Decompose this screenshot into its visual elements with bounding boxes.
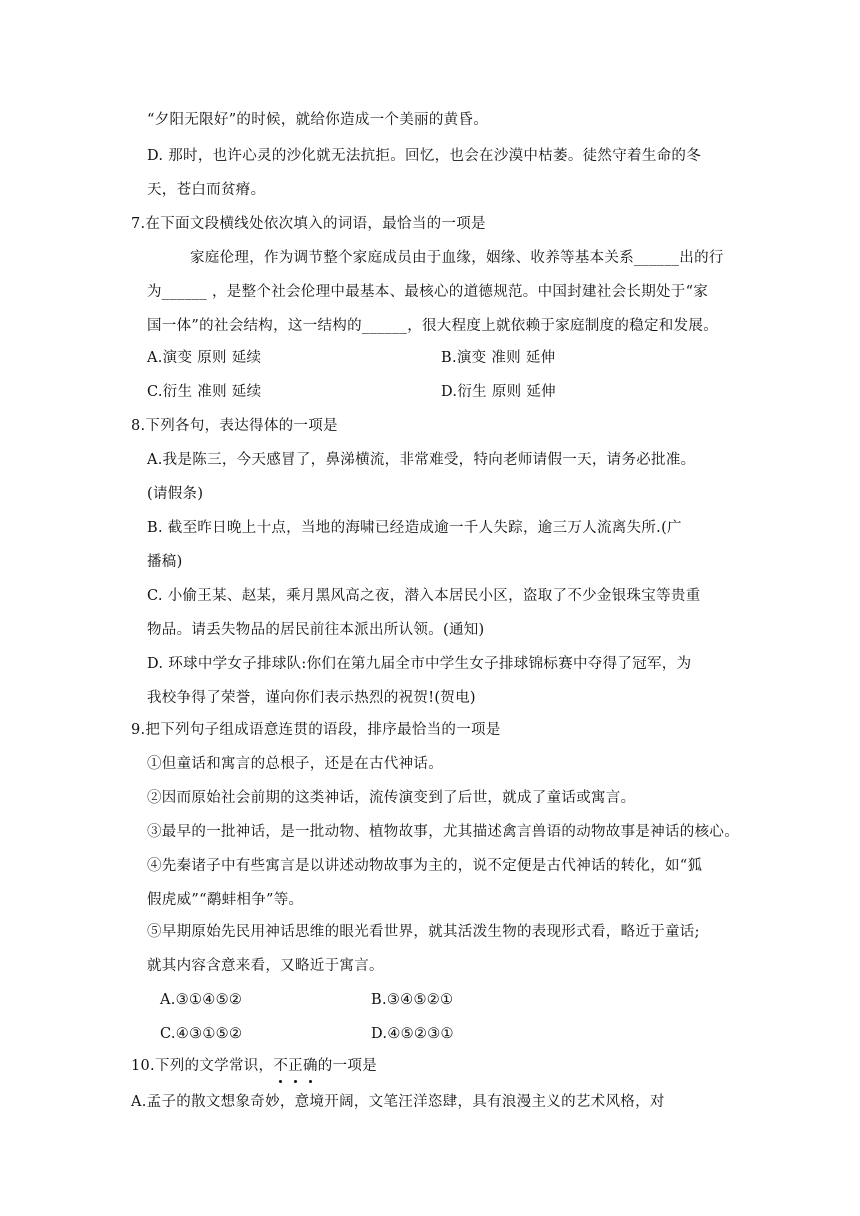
question-8-option-d: D. 环球中学女子排球队:你们在第九届全市中学生女子排球锦标赛中夺得了冠军，为	[147, 656, 692, 672]
question-9-sentence: ①但童话和寓言的总根子，还是在古代神话。	[147, 756, 443, 772]
text-line: 天，苍白而贫瘠。	[147, 182, 266, 198]
question-8-option-c: C. 小偷王某、赵某，乘月黑风高之夜，潜入本居民小区，盗取了不少金银珠宝等贵重	[147, 588, 701, 604]
question-10-option-a: A.孟子的散文想象奇妙，意境开阔，文笔汪洋恣肆，具有浪漫主义的艺术风格，对	[131, 1094, 665, 1110]
question-7-option-c: C.衍生 准则 延续	[147, 384, 262, 400]
question-8-option-c: 物品。请丢失物品的居民前往本派出所认领。(通知)	[147, 622, 485, 638]
question-9-option-b: B.③④⑤②①	[371, 992, 454, 1008]
question-9-sentence: ②因而原始社会前期的这类神话，流传演变到了后世，就成了童话或寓言。	[147, 790, 636, 806]
question-7-stem: 7.在下面文段横线处依次填入的词语，最恰当的一项是	[131, 216, 486, 232]
question-9-sentence: 假虎威”“鹬蚌相争”等。	[147, 892, 304, 908]
question-7-passage: 家庭伦理，作为调节整个家庭成员由于血缘，姻缘、收养等基本关系______出的行	[190, 250, 724, 266]
question-9-sentence: 就其内容含意来看，又略近于寓言。	[147, 958, 384, 974]
question-9-stem: 9.把下列句子组成语意连贯的语段，排序最恰当的一项是	[131, 722, 501, 738]
text-line: “夕阳无限好”的时候，就给你造成一个美丽的黄昏。	[147, 112, 489, 128]
question-9-sentence: ④先秦诸子中有些寓言是以讲述动物故事为主的，说不定便是古代神话的转化，如“狐	[147, 858, 703, 874]
question-8-option-a: (请假条)	[147, 486, 204, 502]
emphasis-char: 确	[302, 1058, 318, 1074]
emphasis-char: 正	[288, 1058, 303, 1074]
question-9-option-a: A.③①④⑤②	[160, 992, 243, 1008]
question-7-passage: 为______ ，是整个社会伦理中最基本、最核心的道德规范。中国封建社会长期处于“家	[147, 284, 709, 300]
question-7-option-d: D.衍生 原则 延伸	[441, 384, 556, 400]
option-d-line: D. 那时，也许心灵的沙化就无法抗拒。回忆，也会在沙漠中枯萎。徒然守着生命的冬	[147, 148, 702, 164]
question-10-stem-suffix: 的一项是	[317, 1058, 377, 1074]
question-8-option-b: B. 截至昨日晚上十点，当地的海啸已经造成逾一千人失踪，逾三万人流离失所.(广	[147, 520, 682, 536]
question-7-option-a: A.演变 原则 延续	[147, 350, 262, 366]
question-9-option-c: C.④③①⑤②	[160, 1026, 243, 1042]
question-8-option-b: 播稿)	[147, 554, 183, 570]
question-8-option-a: A.我是陈三，今天感冒了，鼻涕横流，非常难受，特向老师请假一天，请务必批准。	[147, 452, 696, 468]
emphasis-char: 不	[273, 1058, 289, 1074]
question-10-stem-prefix: 10.下列的文学常识，	[131, 1058, 274, 1074]
question-10-stem	[131, 1056, 377, 1076]
question-7-passage: 国一体”的社会结构，这一结构的______，很大程度上就依赖于家庭制度的稳定和发展。	[147, 318, 719, 334]
question-9-sentence: ⑤早期原始先民用神话思维的眼光看世界，就其活泼生物的表现形式看，略近于童话;	[147, 924, 700, 940]
question-8-option-d: 我校争得了荣誉，谨向你们表示热烈的祝贺!(贺电)	[147, 690, 476, 706]
question-9-sentence: ③最早的一批神话，是一批动物、植物故事，尤其描述禽言兽语的动物故事是神话的核心。	[147, 824, 739, 840]
question-7-option-b: B.演变 准则 延伸	[441, 350, 556, 366]
question-8-stem: 8.下列各句，表达得体的一项是	[131, 418, 338, 434]
question-9-option-d: D.④⑤②③①	[371, 1026, 454, 1042]
